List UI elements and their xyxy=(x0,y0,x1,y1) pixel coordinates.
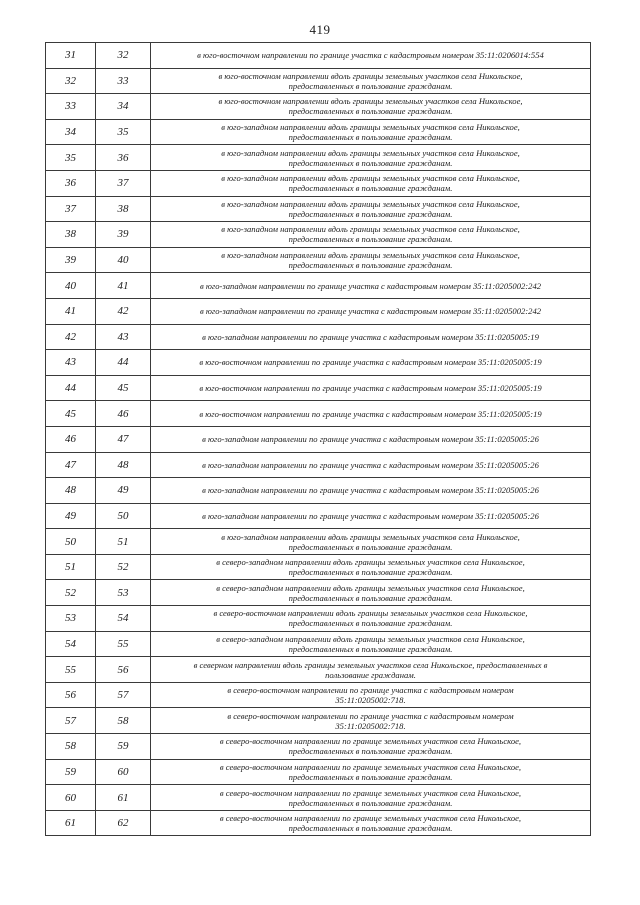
point-to-cell: 35 xyxy=(96,119,151,145)
table-row xyxy=(46,426,591,452)
point-to-cell: 47 xyxy=(96,426,151,452)
point-from-cell: 61 xyxy=(46,810,96,836)
direction-description-cell: в юго-западном направлении вдоль границы земельных участков села Никольское, предоставленных в пользование гражданам. xyxy=(151,119,591,145)
point-from-cell: 48 xyxy=(46,478,96,504)
direction-description-cell: в юго-западном направлении вдоль границы земельных участков села Никольское, предоставленных в пользование гражданам. xyxy=(151,247,591,273)
point-to-cell: 32 xyxy=(96,43,151,69)
direction-description-cell: в юго-восточном направлении по границе участка с кадастровым номером 35:11:0205005:19 xyxy=(151,401,591,427)
table-row xyxy=(46,734,591,760)
point-to-cell: 50 xyxy=(96,503,151,529)
point-to-cell: 56 xyxy=(96,657,151,683)
point-from-cell: 44 xyxy=(46,375,96,401)
direction-description-cell: в юго-западном направлении вдоль границы земельных участков села Никольское, предоставленных в пользование гражданам. xyxy=(151,222,591,248)
point-from-cell: 54 xyxy=(46,631,96,657)
table-row xyxy=(46,375,591,401)
direction-description-cell: в северо-восточном направлении по границе земельных участков села Никольское, предоставленных в пользование гражданам. xyxy=(151,810,591,836)
direction-description-cell: в северном направлении вдоль границы земельных участков села Никольское, предоставленных в пользование гражданам. xyxy=(151,657,591,683)
point-to-cell: 39 xyxy=(96,222,151,248)
table-row xyxy=(46,554,591,580)
point-from-cell: 33 xyxy=(46,94,96,120)
point-to-cell: 52 xyxy=(96,554,151,580)
point-from-cell: 34 xyxy=(46,119,96,145)
point-from-cell: 31 xyxy=(46,43,96,69)
page-number: 419 xyxy=(309,22,331,37)
point-to-cell: 53 xyxy=(96,580,151,606)
point-from-cell: 37 xyxy=(46,196,96,222)
table-row xyxy=(46,247,591,273)
direction-description-cell: в юго-западном направлении вдоль границы земельных участков села Никольское, предоставленных в пользование гражданам. xyxy=(151,529,591,555)
point-to-cell: 59 xyxy=(96,734,151,760)
point-from-cell: 45 xyxy=(46,401,96,427)
boundary-table xyxy=(45,42,591,836)
table-row xyxy=(46,68,591,94)
table-row xyxy=(46,222,591,248)
point-from-cell: 41 xyxy=(46,298,96,324)
direction-description-cell: в северо-восточном направлении по границе участка с кадастровым номером 35:11:0205002:718. xyxy=(151,708,591,734)
direction-description-cell: в юго-западном направлении по границе участка с кадастровым номером 35:11:0205005:26 xyxy=(151,503,591,529)
table-row xyxy=(46,170,591,196)
table-row xyxy=(46,401,591,427)
table-row xyxy=(46,606,591,632)
table-row xyxy=(46,94,591,120)
table-row xyxy=(46,478,591,504)
direction-description-cell: в юго-восточном направлении вдоль границы земельных участков села Никольское, предоставленных в пользование гражданам. xyxy=(151,68,591,94)
point-from-cell: 53 xyxy=(46,606,96,632)
direction-description-cell: в северо-восточном направлении по границе участка с кадастровым номером 35:11:0205002:718. xyxy=(151,682,591,708)
direction-description-cell: в юго-восточном направлении вдоль границы земельных участков села Никольское, предоставленных в пользование гражданам. xyxy=(151,94,591,120)
point-from-cell: 52 xyxy=(46,580,96,606)
direction-description-cell: в юго-восточном направлении по границе участка с кадастровым номером 35:11:0205005:19 xyxy=(151,350,591,376)
table-row xyxy=(46,196,591,222)
point-to-cell: 51 xyxy=(96,529,151,555)
point-from-cell: 36 xyxy=(46,170,96,196)
table-row xyxy=(46,631,591,657)
point-from-cell: 60 xyxy=(46,785,96,811)
point-to-cell: 33 xyxy=(96,68,151,94)
direction-description-cell: в юго-восточном направлении по границе участка с кадастровым номером 35:11:0206014:554 xyxy=(151,43,591,69)
point-from-cell: 43 xyxy=(46,350,96,376)
point-to-cell: 60 xyxy=(96,759,151,785)
point-to-cell: 40 xyxy=(96,247,151,273)
table-row xyxy=(46,350,591,376)
point-to-cell: 49 xyxy=(96,478,151,504)
direction-description-cell: в юго-западном направлении по границе участка с кадастровым номером 35:11:0205002:242 xyxy=(151,298,591,324)
point-to-cell: 48 xyxy=(96,452,151,478)
point-from-cell: 47 xyxy=(46,452,96,478)
point-to-cell: 36 xyxy=(96,145,151,171)
point-from-cell: 56 xyxy=(46,682,96,708)
table-row xyxy=(46,708,591,734)
direction-description-cell: в юго-восточном направлении по границе участка с кадастровым номером 35:11:0205005:19 xyxy=(151,375,591,401)
table-row xyxy=(46,810,591,836)
direction-description-cell: в северо-западном направлении вдоль границы земельных участков села Никольское, предоставленных в пользование гражданам. xyxy=(151,631,591,657)
direction-description-cell: в северо-западном направлении вдоль границы земельных участков села Никольское, предоставленных в пользование гражданам. xyxy=(151,554,591,580)
direction-description-cell: в юго-западном направлении по границе участка с кадастровым номером 35:11:0205005:26 xyxy=(151,426,591,452)
point-from-cell: 58 xyxy=(46,734,96,760)
point-from-cell: 38 xyxy=(46,222,96,248)
table-row xyxy=(46,298,591,324)
point-from-cell: 51 xyxy=(46,554,96,580)
table-row xyxy=(46,529,591,555)
point-from-cell: 59 xyxy=(46,759,96,785)
table-row xyxy=(46,452,591,478)
point-to-cell: 44 xyxy=(96,350,151,376)
direction-description-cell: в северо-восточном направлении по границе земельных участков села Никольское, предоставленных в пользование гражданам. xyxy=(151,734,591,760)
direction-description-cell: в северо-западном направлении вдоль границы земельных участков села Никольское, предоставленных в пользование гражданам. xyxy=(151,580,591,606)
table-row xyxy=(46,759,591,785)
point-to-cell: 55 xyxy=(96,631,151,657)
point-from-cell: 40 xyxy=(46,273,96,299)
point-to-cell: 41 xyxy=(96,273,151,299)
table-row xyxy=(46,682,591,708)
boundary-table-body xyxy=(46,43,591,836)
point-from-cell: 57 xyxy=(46,708,96,734)
point-from-cell: 46 xyxy=(46,426,96,452)
table-row xyxy=(46,503,591,529)
point-to-cell: 34 xyxy=(96,94,151,120)
point-to-cell: 57 xyxy=(96,682,151,708)
direction-description-cell: в северо-восточном направлении по границе земельных участков села Никольское, предоставленных в пользование гражданам. xyxy=(151,759,591,785)
table-row xyxy=(46,43,591,69)
point-from-cell: 42 xyxy=(46,324,96,350)
direction-description-cell: в юго-западном направлении по границе участка с кадастровым номером 35:11:0205002:242 xyxy=(151,273,591,299)
point-to-cell: 38 xyxy=(96,196,151,222)
direction-description-cell: в северо-восточном направлении вдоль границы земельных участков села Никольское, предоставленных в пользование гражданам. xyxy=(151,606,591,632)
point-from-cell: 55 xyxy=(46,657,96,683)
table-row xyxy=(46,273,591,299)
point-to-cell: 61 xyxy=(96,785,151,811)
direction-description-cell: в юго-западном направлении по границе участка с кадастровым номером 35:11:0205005:26 xyxy=(151,452,591,478)
point-to-cell: 37 xyxy=(96,170,151,196)
table-row xyxy=(46,785,591,811)
point-from-cell: 39 xyxy=(46,247,96,273)
table-row xyxy=(46,119,591,145)
point-to-cell: 54 xyxy=(96,606,151,632)
point-to-cell: 42 xyxy=(96,298,151,324)
point-to-cell: 46 xyxy=(96,401,151,427)
direction-description-cell: в юго-западном направлении по границе участка с кадастровым номером 35:11:0205005:26 xyxy=(151,478,591,504)
point-from-cell: 32 xyxy=(46,68,96,94)
table-row xyxy=(46,145,591,171)
point-to-cell: 62 xyxy=(96,810,151,836)
direction-description-cell: в юго-западном направлении вдоль границы земельных участков села Никольское, предоставленных в пользование гражданам. xyxy=(151,145,591,171)
point-from-cell: 49 xyxy=(46,503,96,529)
table-row xyxy=(46,657,591,683)
table-row xyxy=(46,324,591,350)
point-from-cell: 50 xyxy=(46,529,96,555)
point-to-cell: 43 xyxy=(96,324,151,350)
direction-description-cell: в юго-западном направлении вдоль границы земельных участков села Никольское, предоставленных в пользование гражданам. xyxy=(151,170,591,196)
direction-description-cell: в юго-западном направлении по границе участка с кадастровым номером 35:11:0205005:19 xyxy=(151,324,591,350)
direction-description-cell: в северо-восточном направлении по границе земельных участков села Никольское, предоставленных в пользование гражданам. xyxy=(151,785,591,811)
point-from-cell: 35 xyxy=(46,145,96,171)
point-to-cell: 45 xyxy=(96,375,151,401)
table-row xyxy=(46,580,591,606)
point-to-cell: 58 xyxy=(96,708,151,734)
direction-description-cell: в юго-западном направлении вдоль границы земельных участков села Никольское, предоставленных в пользование гражданам. xyxy=(151,196,591,222)
